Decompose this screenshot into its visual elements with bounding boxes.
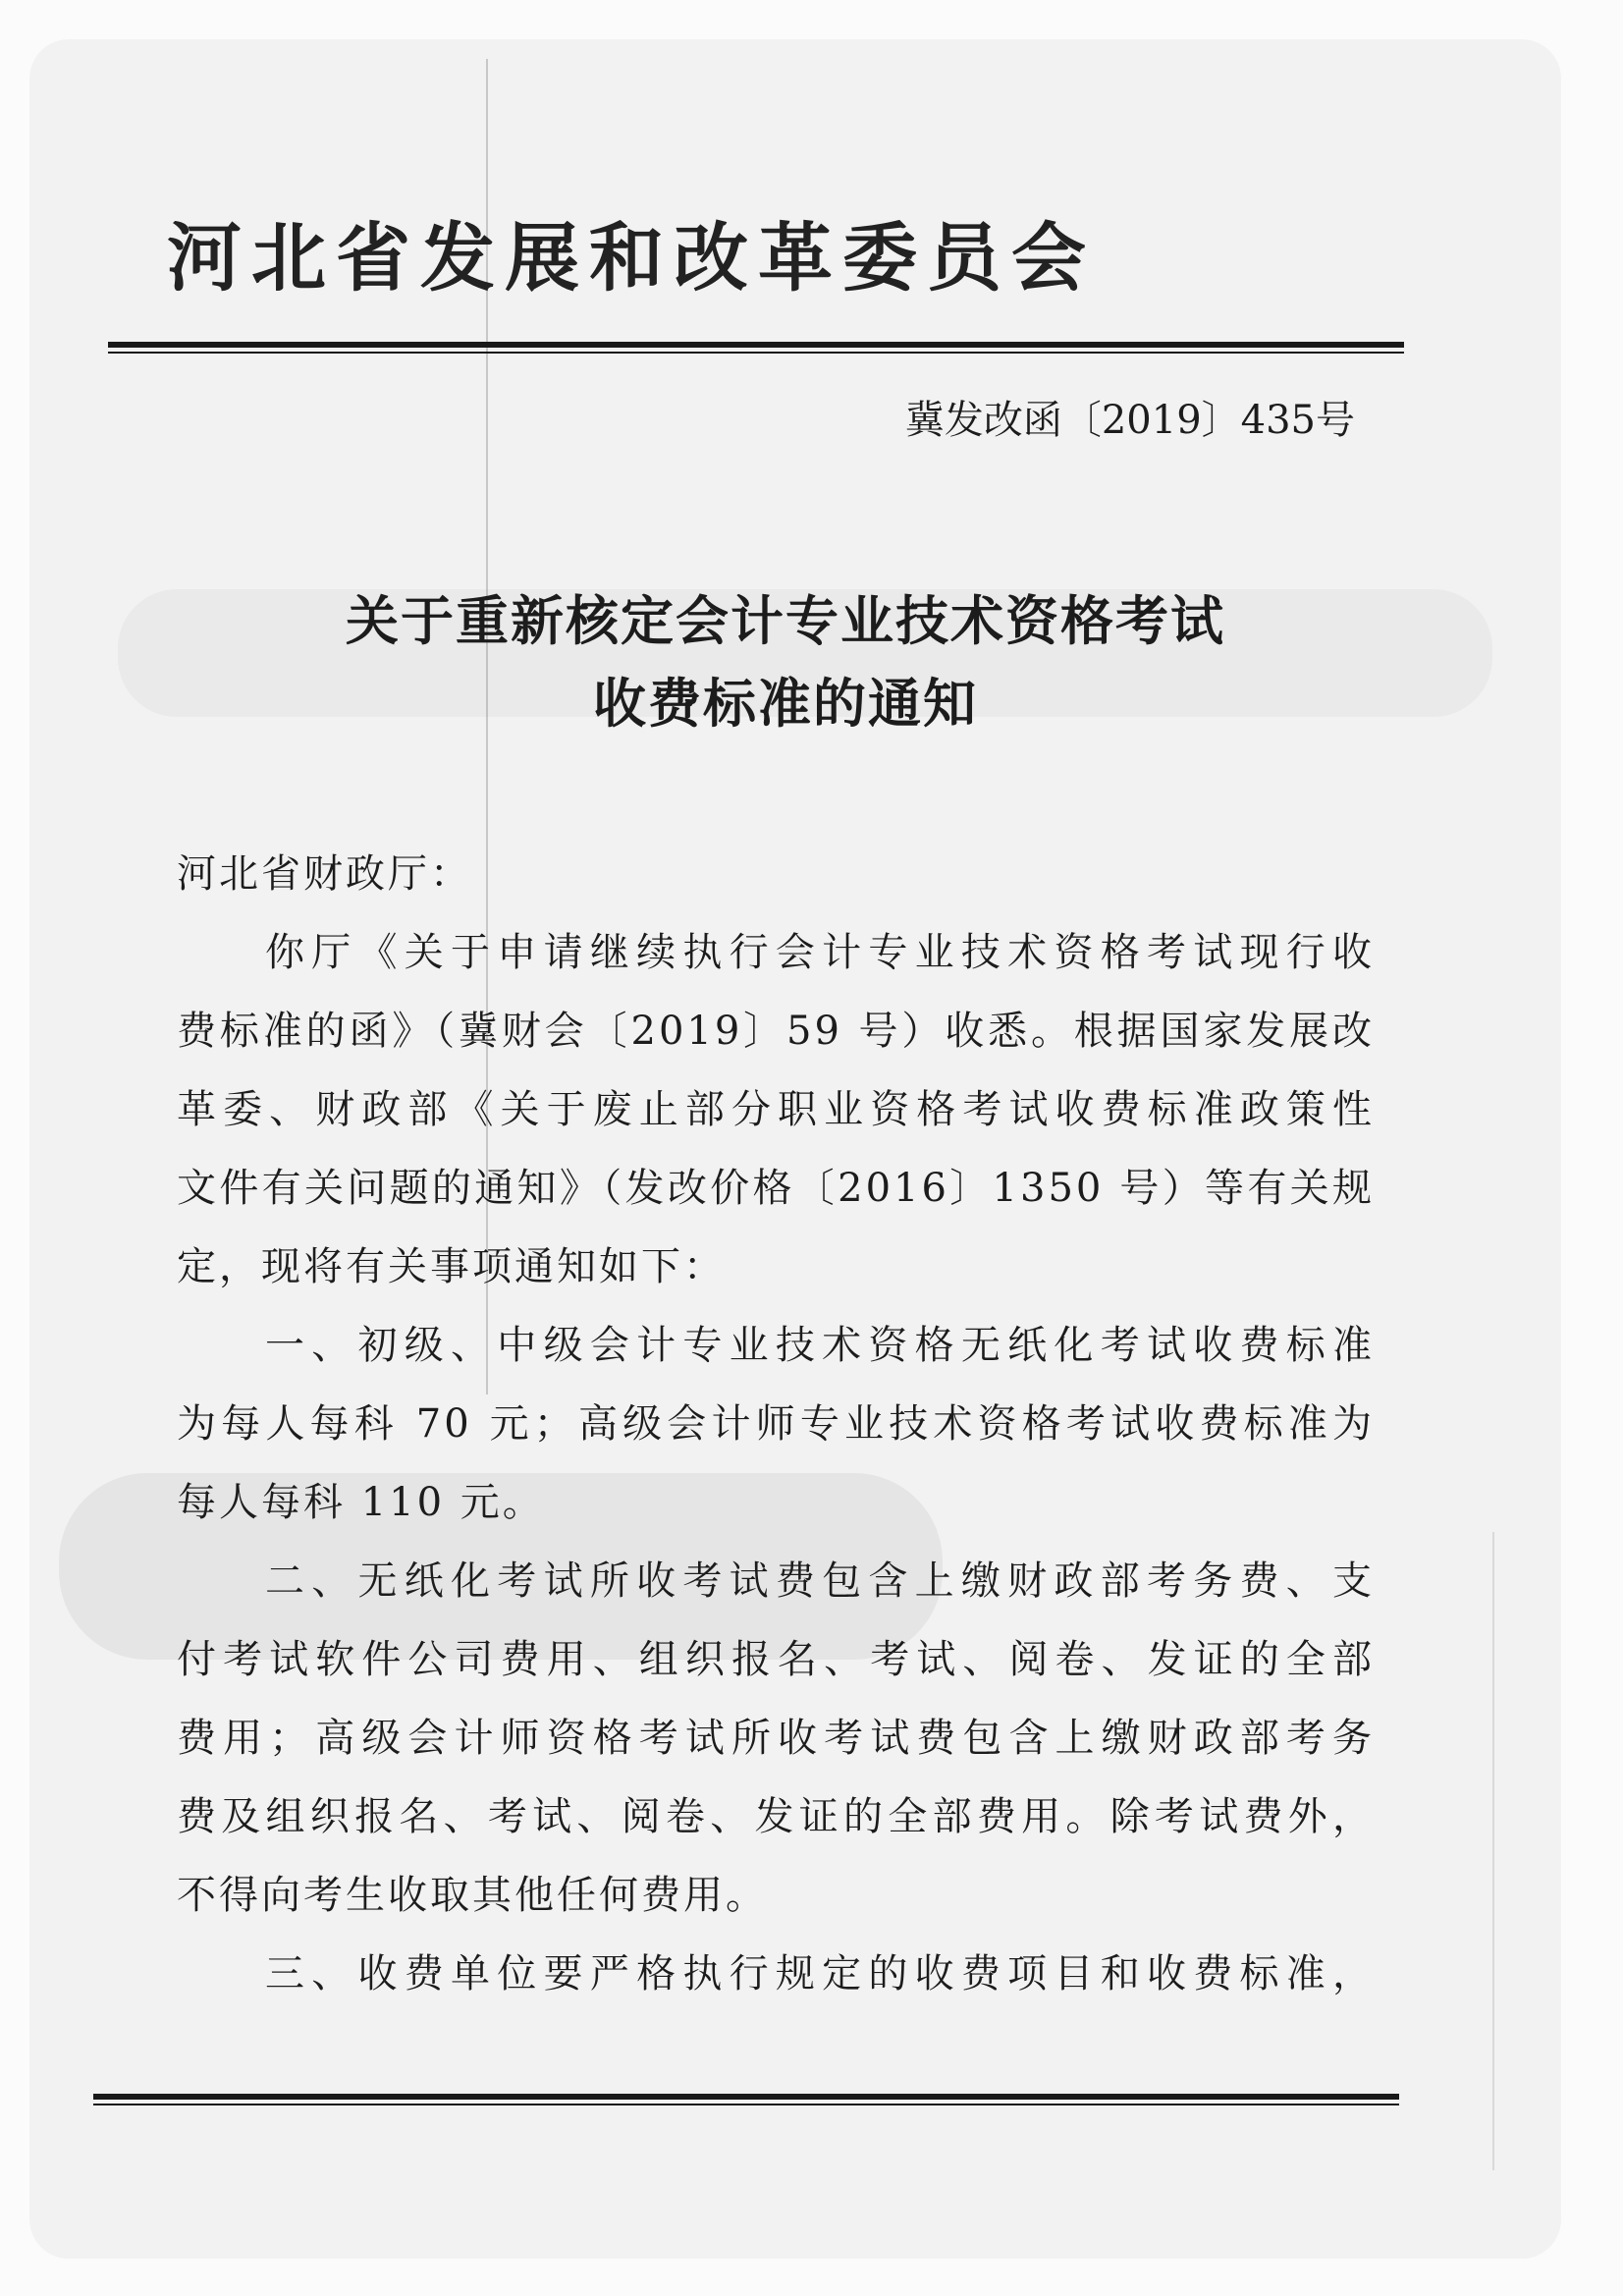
body-line: 付考试软件公司费用、组织报名、考试、阅卷、发证的全部 — [177, 1637, 1375, 1682]
title-line: 关于重新核定会计专业技术资格考试 — [346, 589, 1225, 652]
body-line: 每人每科 110 元。 — [177, 1480, 545, 1525]
body-line: 不得向考生收取其他任何费用。 — [177, 1873, 768, 1918]
body-line: 费用；高级会计师资格考试所收考试费包含上缴财政部考务 — [177, 1716, 1375, 1761]
body-line: 为每人每科 70 元；高级会计师专业技术资格考试收费标准为 — [177, 1401, 1375, 1447]
footer-rule — [93, 2094, 1399, 2100]
body-line: 费及组织报名、考试、阅卷、发证的全部费用。除考试费外， — [177, 1794, 1375, 1839]
scan-streak — [1492, 1532, 1494, 2170]
footer-rule-thin — [93, 2104, 1399, 2105]
title-line: 收费标准的通知 — [593, 672, 978, 735]
body-line: 文件有关问题的通知》（发改价格〔2016〕1350 号）等有关规 — [177, 1166, 1375, 1211]
body-line: 定，现将有关事项通知如下： — [177, 1244, 726, 1289]
header-rule-thin — [108, 352, 1404, 354]
issuing-organization: 河北省发展和改革委员会 — [167, 214, 1096, 301]
body-line: 三、收费单位要严格执行规定的收费项目和收费标准， — [265, 1951, 1375, 1996]
body-line: 一、初级、中级会计专业技术资格无纸化考试收费标准 — [265, 1323, 1375, 1368]
body-line: 二、无纸化考试所收考试费包含上缴财政部考务费、支 — [265, 1558, 1375, 1604]
body-line: 革委、财政部《关于废止部分职业资格考试收费标准政策性 — [177, 1087, 1375, 1132]
document-body — [177, 835, 1375, 2013]
header-rule — [108, 342, 1404, 348]
document-title — [196, 579, 1375, 744]
addressee: 河北省财政厅： — [177, 851, 472, 897]
body-line: 费标准的函》（冀财会〔2019〕59 号）收悉。根据国家发展改 — [177, 1009, 1375, 1054]
body-line: 你厅《关于申请继续执行会计专业技术资格考试现行收 — [265, 930, 1375, 975]
document-number: 冀发改函〔2019〕435号 — [904, 398, 1355, 443]
